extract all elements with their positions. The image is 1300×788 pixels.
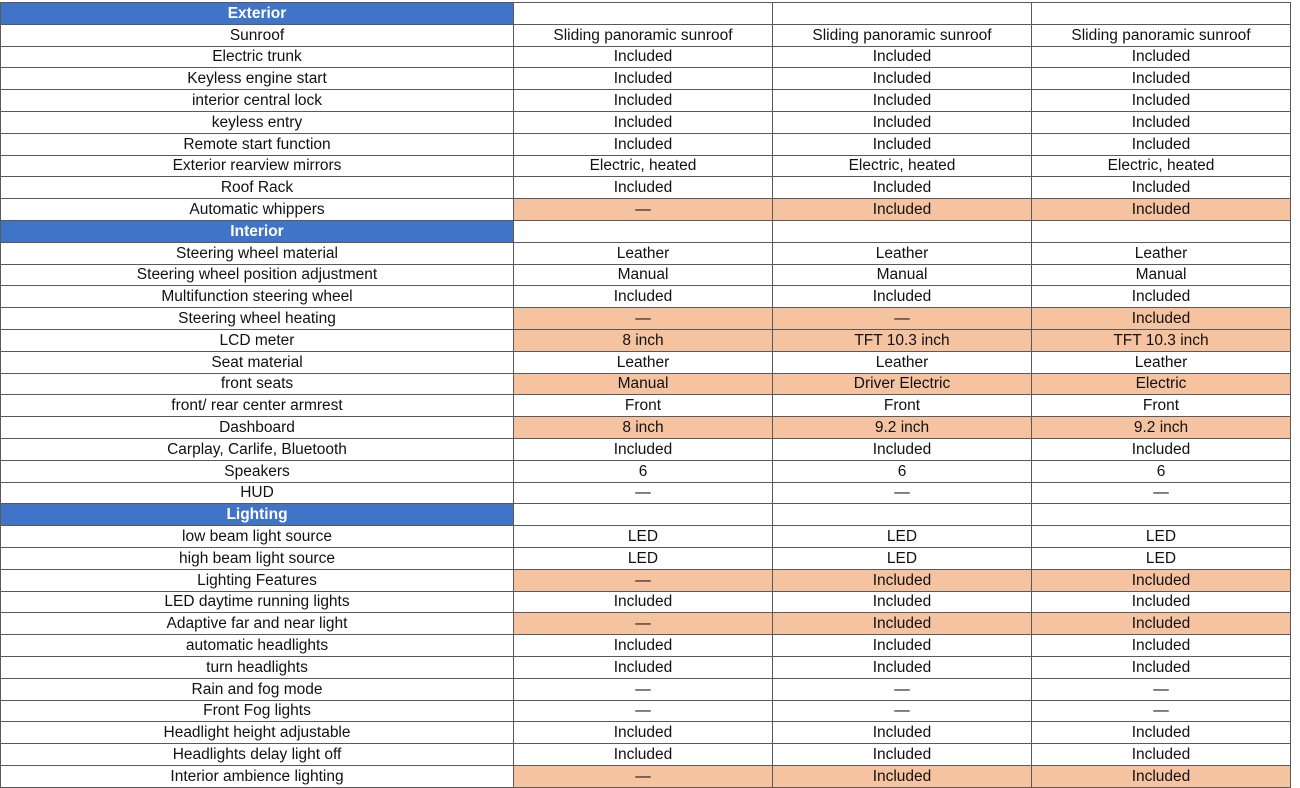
trim-1-value-cell: Included [514, 591, 773, 613]
trim-1-value-cell: Manual [514, 373, 773, 395]
trim-1-value-cell: Leather [514, 351, 773, 373]
feature-name-cell: Rain and fog mode [1, 678, 514, 700]
trim-3-value-cell: — [1032, 482, 1291, 504]
section-blank-cell [514, 220, 773, 242]
feature-name-cell: HUD [1, 482, 514, 504]
section-header-row [1, 3, 1291, 25]
trim-3-value-cell: Included [1032, 438, 1291, 460]
feature-name-cell: Keyless engine start [1, 68, 514, 90]
table-row [1, 308, 1291, 330]
feature-name-cell: low beam light source [1, 526, 514, 548]
table-row [1, 155, 1291, 177]
trim-3-value-cell: — [1032, 700, 1291, 722]
trim-1-value-cell: Included [514, 90, 773, 112]
table-row [1, 656, 1291, 678]
table-row [1, 373, 1291, 395]
trim-3-value-cell: Included [1032, 656, 1291, 678]
feature-name-cell: LED daytime running lights [1, 591, 514, 613]
table-row [1, 46, 1291, 68]
table-row [1, 765, 1291, 787]
trim-3-value-cell: Included [1032, 46, 1291, 68]
feature-name-cell: Multifunction steering wheel [1, 286, 514, 308]
table-row [1, 569, 1291, 591]
trim-1-value-cell: — [514, 308, 773, 330]
feature-name-cell: Electric trunk [1, 46, 514, 68]
feature-name-cell: front seats [1, 373, 514, 395]
trim-1-value-cell: Leather [514, 242, 773, 264]
trim-3-value-cell: 9.2 inch [1032, 417, 1291, 439]
table-row [1, 133, 1291, 155]
trim-1-value-cell: — [514, 678, 773, 700]
trim-3-value-cell: Included [1032, 133, 1291, 155]
feature-name-cell: Adaptive far and near light [1, 613, 514, 635]
feature-name-cell: Interior ambience lighting [1, 765, 514, 787]
trim-2-value-cell: Included [773, 286, 1032, 308]
section-blank-cell [1032, 504, 1291, 526]
trim-2-value-cell: Sliding panoramic sunroof [773, 24, 1032, 46]
table-row [1, 329, 1291, 351]
trim-3-value-cell: Leather [1032, 351, 1291, 373]
feature-name-cell: Remote start function [1, 133, 514, 155]
trim-3-value-cell: LED [1032, 526, 1291, 548]
trim-2-value-cell: — [773, 308, 1032, 330]
table-row [1, 90, 1291, 112]
feature-name-cell: Automatic whippers [1, 199, 514, 221]
trim-1-value-cell: Included [514, 635, 773, 657]
trim-3-value-cell: Included [1032, 722, 1291, 744]
trim-2-value-cell: Included [773, 765, 1032, 787]
trim-1-value-cell: — [514, 765, 773, 787]
table-row [1, 177, 1291, 199]
trim-3-value-cell: LED [1032, 547, 1291, 569]
trim-1-value-cell: Included [514, 68, 773, 90]
trim-2-value-cell: Electric, heated [773, 155, 1032, 177]
trim-3-value-cell: Included [1032, 111, 1291, 133]
table-row [1, 68, 1291, 90]
trim-2-value-cell: Included [773, 744, 1032, 766]
trim-3-value-cell: Electric [1032, 373, 1291, 395]
trim-2-value-cell: Included [773, 722, 1032, 744]
feature-name-cell: Carplay, Carlife, Bluetooth [1, 438, 514, 460]
trim-3-value-cell: Included [1032, 199, 1291, 221]
section-blank-cell [1032, 220, 1291, 242]
trim-1-value-cell: — [514, 613, 773, 635]
trim-1-value-cell: Included [514, 722, 773, 744]
trim-1-value-cell: Sliding panoramic sunroof [514, 24, 773, 46]
trim-2-value-cell: Included [773, 569, 1032, 591]
feature-name-cell: Front Fog lights [1, 700, 514, 722]
trim-2-value-cell: Included [773, 111, 1032, 133]
trim-2-value-cell: Leather [773, 351, 1032, 373]
trim-3-value-cell: Included [1032, 765, 1291, 787]
feature-name-cell: Roof Rack [1, 177, 514, 199]
trim-1-value-cell: LED [514, 526, 773, 548]
trim-2-value-cell: Included [773, 199, 1032, 221]
trim-1-value-cell: 8 inch [514, 329, 773, 351]
feature-name-cell: turn headlights [1, 656, 514, 678]
trim-2-value-cell: Included [773, 46, 1032, 68]
trim-1-value-cell: Included [514, 111, 773, 133]
feature-name-cell: keyless entry [1, 111, 514, 133]
trim-2-value-cell: LED [773, 547, 1032, 569]
trim-3-value-cell: Included [1032, 177, 1291, 199]
trim-1-value-cell: 8 inch [514, 417, 773, 439]
trim-3-value-cell: Included [1032, 613, 1291, 635]
trim-1-value-cell: Included [514, 46, 773, 68]
trim-2-value-cell: Included [773, 591, 1032, 613]
trim-2-value-cell: — [773, 678, 1032, 700]
trim-2-value-cell: Included [773, 133, 1032, 155]
feature-comparison-table [0, 2, 1291, 788]
trim-2-value-cell: Included [773, 90, 1032, 112]
table-row [1, 744, 1291, 766]
trim-2-value-cell: Driver Electric [773, 373, 1032, 395]
trim-3-value-cell: Included [1032, 569, 1291, 591]
feature-name-cell: Dashboard [1, 417, 514, 439]
table-row [1, 678, 1291, 700]
table-row [1, 264, 1291, 286]
trim-2-value-cell: Included [773, 613, 1032, 635]
trim-1-value-cell: Included [514, 177, 773, 199]
trim-3-value-cell: Included [1032, 308, 1291, 330]
trim-1-value-cell: LED [514, 547, 773, 569]
table-body [1, 3, 1291, 788]
table-row [1, 199, 1291, 221]
trim-3-value-cell: Included [1032, 591, 1291, 613]
trim-3-value-cell: 6 [1032, 460, 1291, 482]
section-blank-cell [773, 220, 1032, 242]
table-row [1, 395, 1291, 417]
trim-1-value-cell: Included [514, 656, 773, 678]
section-blank-cell [514, 504, 773, 526]
trim-1-value-cell: Included [514, 744, 773, 766]
feature-name-cell: LCD meter [1, 329, 514, 351]
trim-2-value-cell: 6 [773, 460, 1032, 482]
trim-3-value-cell: Manual [1032, 264, 1291, 286]
section-title: Lighting [1, 504, 514, 526]
trim-1-value-cell: — [514, 482, 773, 504]
table-row [1, 111, 1291, 133]
section-header-row [1, 220, 1291, 242]
trim-1-value-cell: Front [514, 395, 773, 417]
trim-2-value-cell: Included [773, 635, 1032, 657]
trim-3-value-cell: Leather [1032, 242, 1291, 264]
trim-2-value-cell: Leather [773, 242, 1032, 264]
section-blank-cell [1032, 3, 1291, 25]
trim-2-value-cell: — [773, 482, 1032, 504]
feature-name-cell: front/ rear center armrest [1, 395, 514, 417]
section-blank-cell [773, 504, 1032, 526]
table-row [1, 591, 1291, 613]
table-row [1, 417, 1291, 439]
trim-1-value-cell: — [514, 700, 773, 722]
trim-2-value-cell: Front [773, 395, 1032, 417]
feature-name-cell: interior central lock [1, 90, 514, 112]
section-title: Exterior [1, 3, 514, 25]
trim-3-value-cell: Included [1032, 68, 1291, 90]
trim-2-value-cell: Included [773, 438, 1032, 460]
trim-2-value-cell: TFT 10.3 inch [773, 329, 1032, 351]
trim-2-value-cell: Included [773, 68, 1032, 90]
trim-2-value-cell: Included [773, 177, 1032, 199]
feature-name-cell: automatic headlights [1, 635, 514, 657]
trim-1-value-cell: Manual [514, 264, 773, 286]
section-blank-cell [514, 3, 773, 25]
table-row [1, 24, 1291, 46]
trim-3-value-cell: TFT 10.3 inch [1032, 329, 1291, 351]
feature-name-cell: Steering wheel position adjustment [1, 264, 514, 286]
trim-1-value-cell: Included [514, 133, 773, 155]
trim-3-value-cell: Sliding panoramic sunroof [1032, 24, 1291, 46]
trim-3-value-cell: — [1032, 678, 1291, 700]
feature-name-cell: Speakers [1, 460, 514, 482]
table-row [1, 438, 1291, 460]
trim-2-value-cell: — [773, 700, 1032, 722]
trim-1-value-cell: Included [514, 286, 773, 308]
table-row [1, 242, 1291, 264]
table-row [1, 482, 1291, 504]
trim-3-value-cell: Electric, heated [1032, 155, 1291, 177]
trim-3-value-cell: Included [1032, 635, 1291, 657]
table-row [1, 526, 1291, 548]
feature-name-cell: Headlights delay light off [1, 744, 514, 766]
table-row [1, 635, 1291, 657]
trim-3-value-cell: Front [1032, 395, 1291, 417]
section-title: Interior [1, 220, 514, 242]
section-blank-cell [773, 3, 1032, 25]
trim-2-value-cell: Manual [773, 264, 1032, 286]
table-row [1, 700, 1291, 722]
trim-1-value-cell: 6 [514, 460, 773, 482]
trim-1-value-cell: — [514, 569, 773, 591]
trim-1-value-cell: Included [514, 438, 773, 460]
trim-1-value-cell: — [514, 199, 773, 221]
trim-3-value-cell: Included [1032, 744, 1291, 766]
trim-3-value-cell: Included [1032, 286, 1291, 308]
trim-2-value-cell: 9.2 inch [773, 417, 1032, 439]
table-row [1, 286, 1291, 308]
trim-1-value-cell: Electric, heated [514, 155, 773, 177]
feature-name-cell: Lighting Features [1, 569, 514, 591]
table-row [1, 547, 1291, 569]
table-row [1, 613, 1291, 635]
table-row [1, 722, 1291, 744]
trim-3-value-cell: Included [1032, 90, 1291, 112]
feature-name-cell: Exterior rearview mirrors [1, 155, 514, 177]
trim-2-value-cell: LED [773, 526, 1032, 548]
table-row [1, 460, 1291, 482]
feature-name-cell: Steering wheel material [1, 242, 514, 264]
feature-name-cell: Sunroof [1, 24, 514, 46]
feature-name-cell: high beam light source [1, 547, 514, 569]
feature-name-cell: Headlight height adjustable [1, 722, 514, 744]
trim-2-value-cell: Included [773, 656, 1032, 678]
feature-name-cell: Seat material [1, 351, 514, 373]
section-header-row [1, 504, 1291, 526]
table-row [1, 351, 1291, 373]
feature-name-cell: Steering wheel heating [1, 308, 514, 330]
